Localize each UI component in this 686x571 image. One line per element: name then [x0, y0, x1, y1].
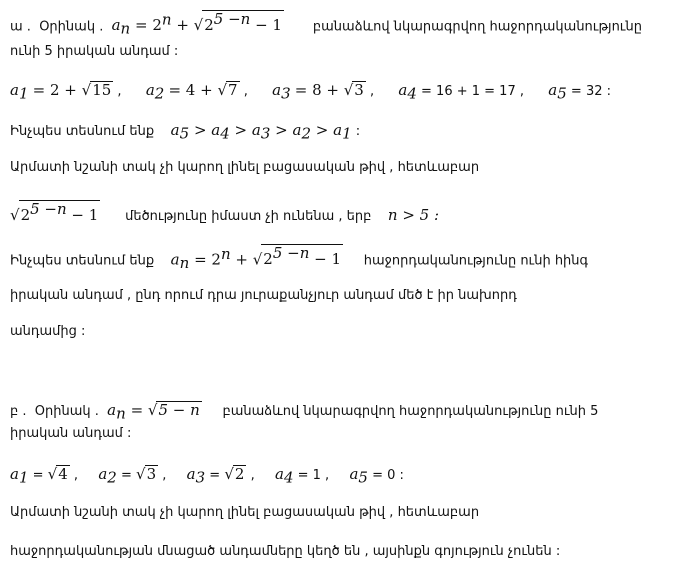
radical: $2^{5 -n} - 1$	[204, 10, 282, 35]
section-a-line-1	[10, 10, 642, 39]
section-b-last-line: հաջորդականության մնացած անդամները կեղծ են , այսինքն գոյություն չունեն :	[10, 544, 561, 559]
section-a-root-sign-line: Արմատի նշանի տակ չի կարող լինել բացասական թիվ , հետևաբար	[10, 160, 480, 175]
section-b-line-1: բ . Օրինակ . $a_n = √5 - n$ բանաձևով նկարագրվող հաջորդականությունը ունի 5	[10, 401, 599, 423]
section-a-meaning-line: $√2^{5 -n} - 1$ մեծությունը իմաստ չի ունենա , երբ n > 5 :	[10, 200, 440, 224]
section-a-line-2: ունի 5 իրական անդամ :	[10, 44, 179, 59]
section-b-label: բ .	[10, 404, 27, 419]
section-a-end-line: անդամից :	[10, 324, 86, 339]
section-a-label: ա .	[10, 19, 31, 35]
formula-an: $a_n = 2^n + √2^{5 -n} - 1$	[111, 10, 282, 38]
line-text: բանաձևով նկարագրվող հաջորդականությունը	[312, 19, 642, 35]
section-a-five-line: Ինչպես տեսնում ենք $a_n = 2^n + √2^{5 -n} - 1$ հաջորդականությունը ունի հինգ	[10, 244, 589, 272]
section-a-real-line: իրական անդամ , ընդ որում դրա յուրաքանչյուր անդամ մեծ է իր նախորդ	[10, 288, 517, 303]
example-word: Օրինակ .	[39, 19, 104, 35]
section-a-terms: $a_1 = 2 + √15$ , $a_2 = 4 + √7$ , $a_3 = 8 + √3$ , $a_4 = 16 + 1 = 17$ , $a_5 = 32$ :	[10, 81, 612, 103]
section-b-line-2: իրական անդամ :	[10, 426, 132, 441]
section-b-terms: $a_1 = √4$ , $a_2 = √3$ , $a_3 = √2$ , $a_4 = 1$ , $a_5 = 0$ :	[10, 465, 404, 487]
section-b-root-sign-line: Արմատի նշանի տակ չի կարող լինել բացասական թիվ , հետևաբար	[10, 505, 480, 520]
section-a-inequality-line: Ինչպես տեսնում ենք $a_5 > a_4 > a_3 > a_2 > a_1$ :	[10, 121, 361, 143]
